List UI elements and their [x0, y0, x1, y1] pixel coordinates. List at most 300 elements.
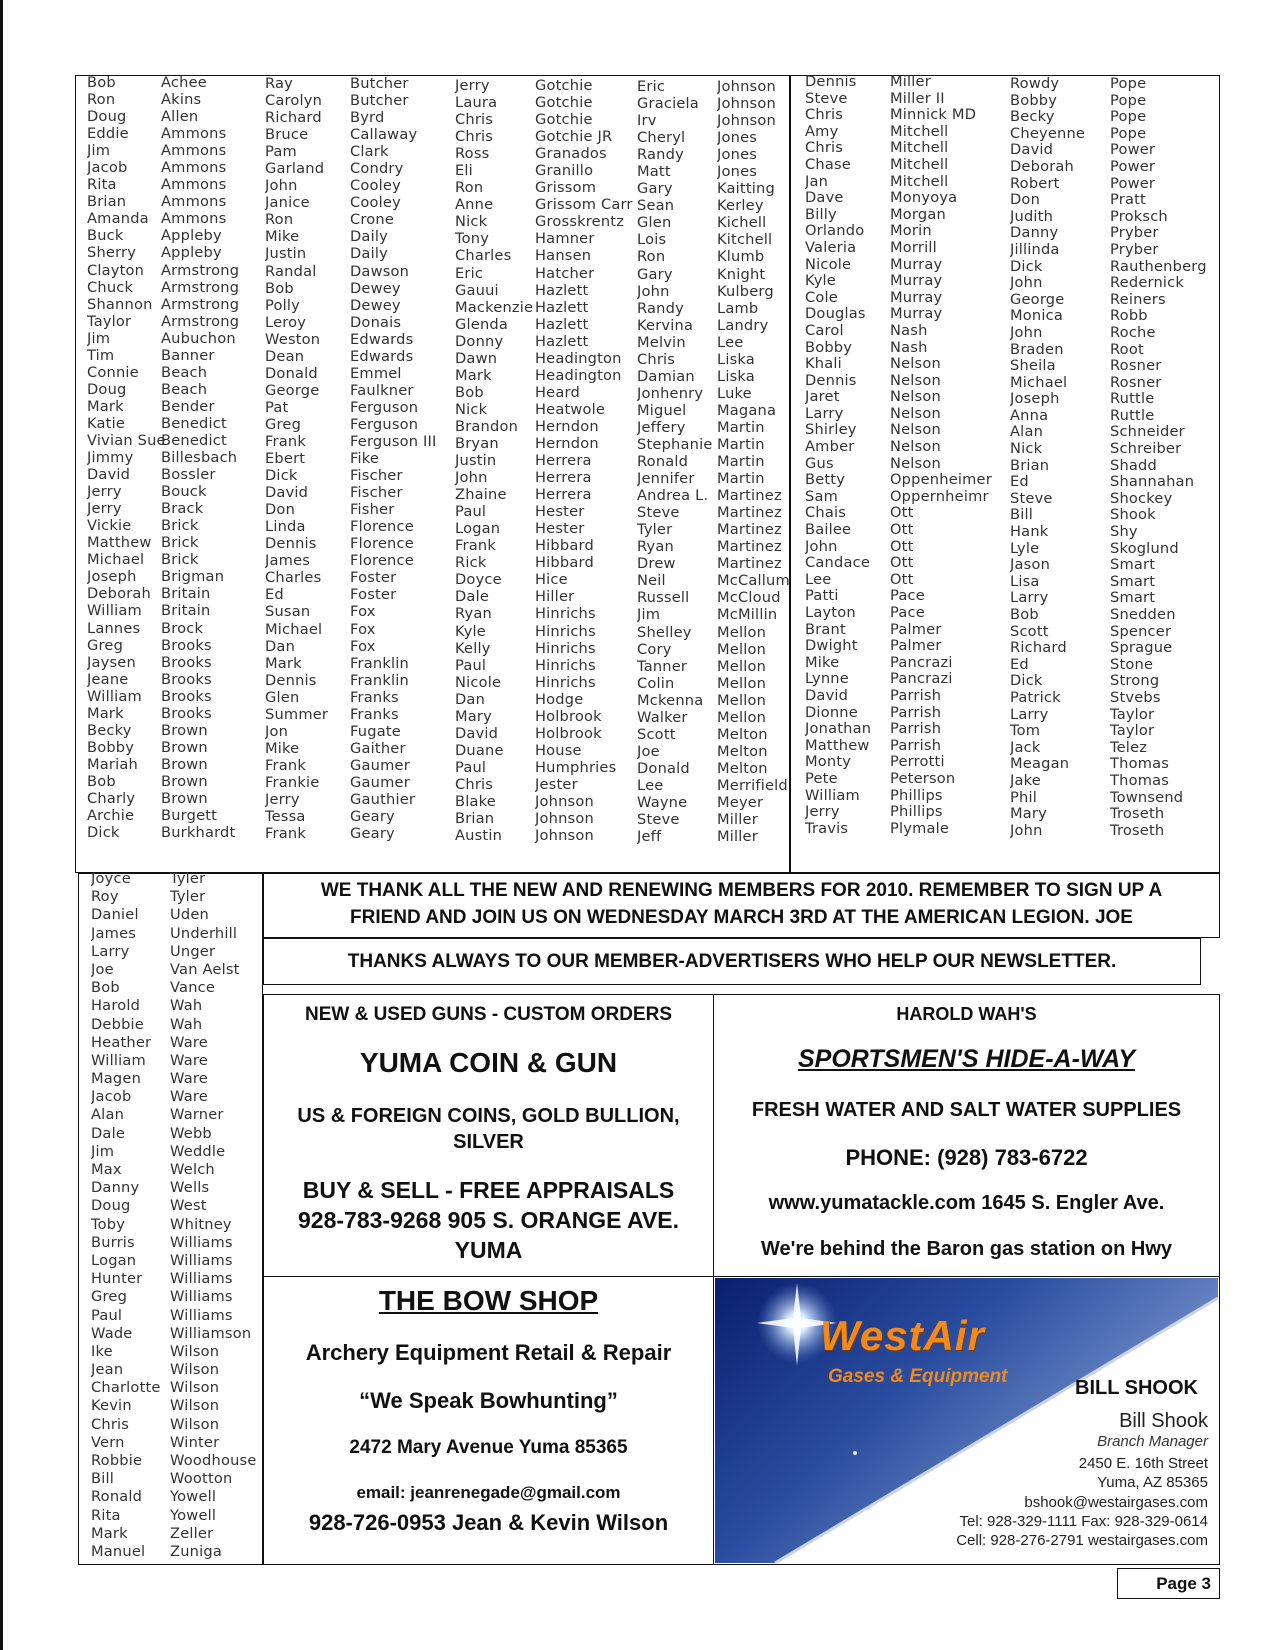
member-name: Shy: [1110, 524, 1138, 541]
member-name: Bob: [91, 979, 120, 997]
member-name: Jester: [535, 775, 578, 793]
westair-email: bshook@westairgases.com: [1024, 1494, 1208, 1511]
member-name: Taylor: [1110, 706, 1155, 723]
member-name: Dick: [1010, 258, 1043, 275]
member-name: Franklin: [350, 654, 409, 672]
member-name: Brooks: [161, 653, 212, 671]
member-name: Khali: [805, 356, 842, 373]
member-name: Archie: [87, 807, 135, 825]
member-name: Tom: [1010, 723, 1041, 740]
member-name: Vance: [170, 979, 216, 997]
member-name: Gotchie: [535, 111, 593, 129]
member-name: Valeria: [805, 239, 857, 256]
member-name: Ruttle: [1110, 407, 1155, 424]
member-name: Mark: [87, 704, 124, 722]
member-name: Nelson: [890, 455, 941, 472]
member-name: David: [1010, 142, 1054, 159]
member-name: Chase: [805, 156, 851, 173]
member-name: Morin: [890, 223, 932, 240]
member-name: Robert: [1010, 175, 1060, 192]
member-name: Billy: [805, 206, 837, 223]
member-name: Vickie: [87, 517, 132, 535]
member-name: Ware: [170, 1051, 208, 1069]
member-name: Charly: [87, 789, 136, 807]
member-name: Gus: [805, 455, 834, 472]
member-name: William: [805, 787, 860, 804]
member-name: Ron: [637, 248, 666, 266]
member-name: Brandon: [455, 417, 519, 435]
member-name: Candace: [805, 555, 870, 572]
member-name: Rita: [91, 1506, 121, 1524]
member-name: Lisa: [1010, 573, 1040, 590]
member-name: Power: [1110, 175, 1156, 192]
member-name: Martin: [717, 470, 765, 488]
names-block4-last: [717, 78, 790, 845]
member-name: John: [1010, 324, 1043, 341]
member-name: Paul: [455, 503, 487, 521]
member-name: Frank: [265, 825, 306, 843]
member-name: Clark: [350, 143, 389, 161]
member-name: Bossler: [161, 466, 216, 484]
member-name: Drew: [637, 555, 676, 573]
member-name: Nicole: [805, 256, 852, 273]
member-name: Ed: [265, 586, 284, 604]
member-name: Katie: [87, 414, 126, 432]
member-name: Buck: [87, 227, 124, 245]
member-name: Bobby: [87, 738, 135, 756]
member-name: Bender: [161, 397, 215, 415]
member-name: Dennis: [805, 74, 857, 90]
member-name: Jean: [91, 1361, 124, 1379]
member-name: Ammons: [161, 142, 227, 160]
member-name: Dewey: [350, 296, 401, 314]
member-name: Beach: [161, 380, 208, 398]
member-name: Martinez: [717, 504, 782, 522]
member-name: George: [265, 381, 320, 399]
member-name: Gary: [637, 180, 673, 198]
member-name: Alan: [91, 1106, 125, 1124]
member-name: McMillin: [717, 606, 778, 624]
member-name: Webb: [170, 1124, 212, 1142]
member-name: Pope: [1110, 92, 1147, 109]
member-name: Wade: [91, 1324, 133, 1342]
member-name: Johnson: [717, 112, 776, 130]
member-name: Paul: [455, 656, 487, 674]
member-name: Britain: [161, 602, 211, 620]
member-name: Phillips: [890, 787, 943, 804]
member-name: Meyer: [717, 793, 764, 811]
member-name: Bill: [91, 1470, 114, 1488]
member-name: Jim: [87, 142, 111, 160]
sportsmen-phone: PHONE: (928) 783-6722: [845, 1145, 1088, 1170]
member-name: Underhill: [170, 924, 238, 942]
member-name: Nelson: [890, 422, 941, 439]
coin-line-1: US & FOREIGN COINS, GOLD BULLION,: [297, 1105, 680, 1127]
member-name: Mitchell: [890, 140, 949, 157]
member-name: Fischer: [350, 484, 403, 502]
westair-role: Branch Manager: [1097, 1433, 1208, 1450]
member-name: Patrick: [1010, 689, 1061, 706]
member-name: Ferguson: [350, 415, 419, 433]
member-name: Smart: [1110, 590, 1156, 607]
member-name: Brown: [161, 755, 208, 773]
member-name: Roche: [1110, 324, 1156, 341]
member-name: Sam: [805, 488, 839, 505]
member-name: Shirley: [805, 422, 857, 439]
member-name: Granados: [535, 145, 607, 163]
member-name: Johnson: [535, 792, 594, 810]
member-name: Lee: [717, 333, 744, 351]
member-name: Condry: [350, 160, 404, 178]
member-name: Smart: [1110, 557, 1156, 574]
member-name: Brack: [161, 500, 204, 518]
member-name: Wilson: [170, 1342, 220, 1360]
member-name: Frankie: [265, 773, 320, 791]
member-name: Murray: [890, 289, 943, 306]
member-name: Franks: [350, 688, 399, 706]
names-block6-last: [1110, 76, 1207, 839]
member-name: Mellon: [717, 674, 767, 692]
member-name: William: [87, 602, 142, 620]
member-name: Logan: [91, 1251, 137, 1269]
member-name: Jeffery: [637, 418, 686, 436]
member-name: Tyler: [170, 870, 206, 887]
member-name: Frank: [265, 756, 306, 774]
member-name: Tessa: [265, 808, 306, 826]
member-name: Danny: [91, 1179, 140, 1197]
member-name: Troseth: [1110, 822, 1165, 839]
member-name: Redernick: [1110, 275, 1185, 292]
member-name: Ronald: [637, 453, 689, 471]
member-name: Zhaine: [455, 486, 507, 504]
member-name: Thomas: [1110, 772, 1170, 789]
member-name: Banner: [161, 346, 215, 364]
member-name: Nicole: [455, 673, 502, 691]
member-name: Aubuchon: [161, 329, 236, 347]
member-name: Duane: [455, 741, 504, 759]
member-name: Donais: [350, 313, 402, 331]
member-name: Martin: [717, 453, 765, 471]
member-name: John: [1010, 822, 1043, 839]
member-name: Brown: [161, 789, 208, 807]
member-name: Emmel: [350, 364, 402, 382]
member-name: Heard: [535, 383, 580, 401]
member-name: Grissom: [535, 179, 597, 197]
member-name: Fox: [350, 620, 376, 638]
member-name: Ron: [265, 211, 294, 229]
member-name: Telez: [1110, 739, 1148, 756]
member-name: Ron: [455, 179, 484, 197]
member-name: Power: [1110, 142, 1156, 159]
member-name: Mackenzie: [455, 298, 534, 316]
member-name: Johnson: [535, 827, 594, 845]
page-number: Page 3: [1156, 1574, 1211, 1593]
member-name: Magana: [717, 401, 777, 419]
member-name: Nelson: [890, 356, 941, 373]
member-name: Linda: [265, 518, 306, 536]
member-name: Schreiber: [1110, 441, 1182, 458]
member-name: Frank: [265, 432, 306, 450]
member-name: Jerry: [87, 483, 122, 501]
names-block6-first: [1010, 76, 1085, 839]
page-left-edge: [0, 0, 3, 1650]
member-name: Hinrichs: [535, 605, 596, 623]
member-name: John: [805, 538, 838, 555]
member-name: Allen: [161, 108, 199, 126]
member-name: Geary: [350, 808, 395, 826]
member-name: Russell: [637, 589, 690, 607]
member-name: Liska: [717, 367, 755, 385]
member-name: Gaither: [350, 739, 406, 757]
member-name: Martin: [717, 435, 765, 453]
member-name: Lamb: [717, 299, 759, 317]
member-name: Dick: [87, 824, 120, 842]
member-name: Shelley: [637, 623, 692, 641]
member-name: Ron: [87, 91, 116, 109]
member-name: Franklin: [350, 671, 409, 689]
member-name: Wilson: [170, 1397, 220, 1415]
member-name: Smart: [1110, 573, 1156, 590]
member-name: Mitchell: [890, 173, 949, 190]
member-name: Brown: [161, 772, 208, 790]
westair-cell: Cell: 928-276-2791 westairgases.com: [956, 1532, 1208, 1549]
member-name: Dan: [265, 637, 296, 655]
member-name: Rowdy: [1010, 76, 1060, 92]
member-name: Hinrichs: [535, 639, 596, 657]
member-name: Michael: [87, 551, 145, 569]
member-name: Chris: [637, 350, 676, 368]
member-name: Mark: [91, 1524, 128, 1542]
member-name: Dale: [91, 1124, 126, 1142]
member-name: Randy: [637, 146, 684, 164]
member-name: Heather: [91, 1033, 152, 1051]
member-name: Bouck: [161, 483, 207, 501]
member-name: Minnick MD: [890, 107, 977, 124]
member-name: Gotchie: [535, 94, 593, 112]
member-name: Brooks: [161, 636, 212, 654]
member-name: Williamson: [170, 1324, 252, 1342]
member-name: Bill: [1010, 507, 1033, 524]
member-name: Ammons: [161, 125, 227, 143]
member-name: Ammons: [161, 176, 227, 194]
ad-sportsmens-hideaway: [713, 994, 1220, 1277]
member-name: Sprague: [1110, 640, 1173, 657]
member-name: Don: [265, 501, 296, 519]
member-name: Susan: [265, 603, 311, 621]
member-name: Armstrong: [161, 312, 240, 330]
member-name: Ike: [91, 1342, 113, 1360]
member-name: Scott: [637, 725, 676, 743]
member-name: Jacob: [91, 1088, 132, 1106]
member-name: Hibbard: [535, 537, 594, 555]
member-name: Foster: [350, 569, 397, 587]
member-name: Cole: [805, 289, 838, 306]
member-name: Tyler: [637, 521, 673, 539]
westair-heading: BILL SHOOK: [1075, 1377, 1198, 1399]
member-name: Mike: [265, 228, 300, 246]
member-name: Hinrichs: [535, 622, 596, 640]
member-name: Mary: [1010, 806, 1047, 823]
member-name: Nelson: [890, 405, 941, 422]
member-name: Travis: [805, 820, 849, 837]
member-name: Kevin: [91, 1397, 132, 1415]
member-name: Bob: [265, 279, 294, 297]
member-name: Eli: [455, 162, 473, 180]
member-name: Ware: [170, 1033, 208, 1051]
member-name: Nick: [455, 400, 488, 418]
sportsmen-location: We're behind the Baron gas station on Hwy: [760, 1238, 1173, 1260]
sportsmen-title: SPORTSMEN'S HIDE-A-WAY: [798, 1045, 1135, 1073]
member-name: James: [91, 924, 137, 942]
member-name: Mckenna: [637, 691, 704, 709]
page-number-box: [1117, 1568, 1220, 1599]
member-name: Johnson: [717, 78, 776, 95]
member-name: Mellon: [717, 708, 767, 726]
member-name: Amber: [805, 439, 855, 456]
member-name: Armstrong: [161, 295, 240, 313]
member-name: Lannes: [87, 619, 141, 637]
member-name: Bob: [455, 383, 484, 401]
member-name: Mellon: [717, 640, 767, 658]
member-name: Burgett: [161, 807, 218, 825]
member-name: Walker: [637, 708, 688, 726]
member-name: Morrill: [890, 239, 937, 256]
member-name: Ott: [890, 538, 914, 555]
member-name: Shannahan: [1110, 474, 1195, 491]
member-name: Doyce: [455, 571, 502, 589]
member-name: Jerry: [87, 500, 122, 518]
member-name: Matthew: [805, 737, 870, 754]
member-name: Ed: [1010, 656, 1029, 673]
member-name: Welch: [170, 1161, 215, 1178]
member-name: Chais: [805, 505, 847, 522]
member-name: Liska: [717, 350, 755, 368]
member-name: Matt: [637, 163, 671, 181]
member-name: Dionne: [805, 704, 858, 721]
bow-email: email: jeanrenegade@gmail.com: [356, 1483, 621, 1502]
member-name: Ebert: [265, 450, 306, 468]
bow-contact: 928-726-0953 Jean & Kevin Wilson: [308, 1510, 669, 1535]
member-name: Jim: [91, 1142, 115, 1160]
member-name: Jones: [717, 146, 758, 164]
member-name: Appleby: [161, 244, 222, 262]
member-name: Holbrook: [535, 724, 602, 742]
westair-logo: WestAir: [820, 1312, 985, 1359]
member-name: Billesbach: [161, 449, 238, 467]
member-name: Jonhenry: [637, 384, 704, 402]
member-name: Richard: [1010, 640, 1067, 657]
member-name: Jim: [637, 606, 661, 624]
member-name: Melvin: [637, 333, 686, 351]
names-block3-first: [455, 77, 533, 844]
member-name: Paul: [455, 758, 487, 776]
member-name: Pratt: [1110, 192, 1146, 209]
member-name: Mary: [455, 707, 492, 725]
member-name: Martin: [717, 418, 765, 436]
member-name: Eric: [637, 78, 666, 95]
member-name: Ryan: [455, 605, 492, 623]
member-name: Chris: [805, 140, 844, 157]
member-name: Jack: [1010, 739, 1041, 756]
member-name: Weddle: [170, 1142, 226, 1160]
member-name: Hice: [535, 571, 568, 589]
member-name: Tim: [87, 346, 115, 364]
member-name: Harold: [91, 997, 141, 1015]
advertisers-thanks-text: THANKS ALWAYS TO OUR MEMBER-ADVERTISERS WHO HELP OUR NEWSLETTER.: [347, 951, 1117, 972]
bow-line-1: Archery Equipment Retail & Repair: [305, 1340, 672, 1365]
member-name: Hinrichs: [535, 673, 596, 691]
member-name: Eric: [455, 264, 484, 282]
member-name: Pete: [805, 770, 838, 787]
member-name: Douglas: [805, 306, 866, 323]
member-name: Cheyenne: [1010, 125, 1086, 142]
member-name: Murray: [890, 256, 943, 273]
member-name: Dawn: [455, 349, 498, 367]
member-name: Patti: [805, 588, 839, 605]
member-name: Clayton: [87, 261, 145, 279]
member-name: Bob: [87, 772, 116, 790]
member-name: Pope: [1110, 109, 1147, 126]
member-name: Unger: [170, 942, 216, 960]
member-name: Dan: [455, 690, 486, 708]
member-name: Ruttle: [1110, 391, 1155, 408]
member-name: Snedden: [1110, 607, 1176, 623]
member-name: Woodhouse: [170, 1452, 257, 1469]
coin-title: YUMA COIN & GUN: [359, 1047, 618, 1078]
member-name: Kitchell: [717, 231, 773, 249]
member-name: Brick: [161, 534, 199, 552]
member-name: Joe: [637, 742, 660, 760]
member-name: Randy: [637, 299, 684, 317]
member-name: Van Aelst: [170, 960, 240, 978]
member-name: Mike: [265, 739, 300, 757]
member-name: Daily: [350, 228, 388, 246]
member-name: Holbrook: [535, 707, 602, 725]
member-name: Becky: [87, 721, 132, 739]
member-name: Dennis: [805, 372, 857, 389]
member-name: Ed: [1010, 474, 1029, 491]
member-name: Bailee: [805, 522, 852, 539]
member-name: Scott: [1010, 623, 1049, 640]
member-name: Max: [91, 1161, 122, 1178]
member-name: Hinrichs: [535, 656, 596, 674]
member-name: Jones: [717, 129, 758, 147]
member-name: Wilson: [170, 1361, 220, 1379]
member-name: Bryan: [455, 434, 499, 452]
member-name: Doug: [91, 1197, 131, 1215]
member-name: Randal: [265, 262, 317, 280]
member-name: Martinez: [717, 538, 782, 556]
member-name: Ott: [890, 505, 914, 522]
member-name: Alan: [1010, 424, 1044, 441]
member-name: Anne: [455, 196, 494, 214]
member-name: Oppernheimr: [890, 488, 989, 505]
member-name: Donald: [265, 364, 318, 382]
member-name: Melton: [717, 759, 768, 777]
member-name: Vern: [91, 1433, 125, 1451]
member-name: Brown: [161, 721, 208, 739]
member-name: Shannon: [87, 295, 153, 313]
member-name: Mark: [265, 654, 302, 672]
member-name: Chris: [805, 107, 844, 124]
member-name: Brian: [455, 810, 495, 828]
member-name: Austin: [455, 827, 503, 845]
member-name: Parrish: [890, 687, 942, 704]
member-name: McCloud: [717, 589, 781, 607]
member-name: Brick: [161, 517, 199, 535]
member-name: Monica: [1010, 308, 1063, 325]
member-name: Cooley: [350, 177, 401, 195]
